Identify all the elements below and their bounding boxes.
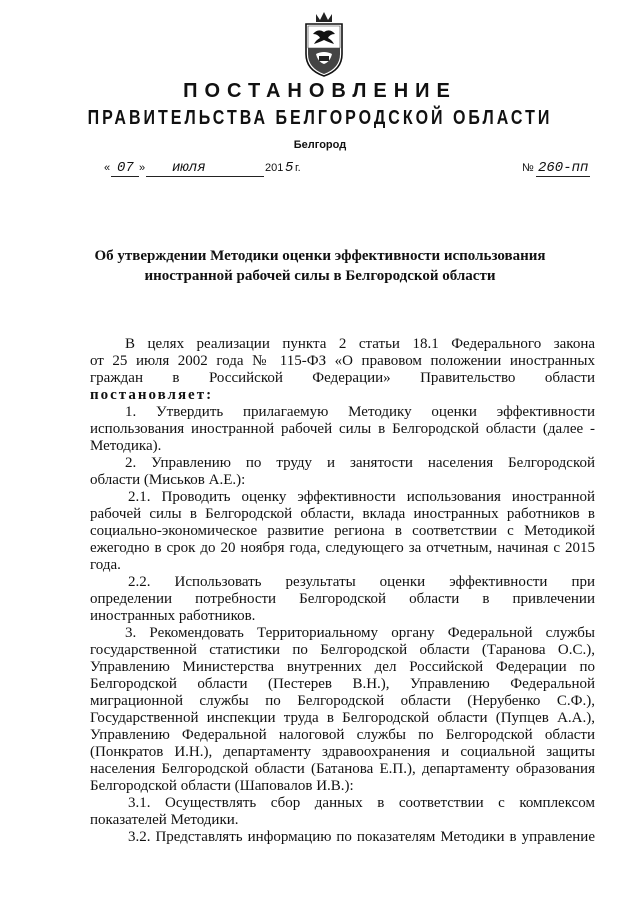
- document-title-line-2: иностранной рабочей силы в Белгородской области: [144, 268, 496, 284]
- text-line: Управлению Федеральной налоговой службы по Белгородской области: [90, 727, 595, 743]
- text-line: социально-экономическое развитие региона в соответствии с Методикой: [90, 523, 595, 539]
- year-digit: 5: [285, 160, 294, 176]
- text-line: 3.1. Осуществлять сбор данных в соответствии с комплексом: [128, 795, 595, 811]
- text-line: иностранных работников.: [90, 608, 256, 624]
- item-3-1-paragraph: [90, 795, 595, 829]
- text-line: 3. Рекомендовать Территориальному органу Федеральной службы: [125, 625, 595, 641]
- issuer-heading: ПРАВИТЕЛЬСТВА БЕЛГОРОДСКОЙ ОБЛАСТИ: [87, 107, 553, 129]
- text-line: Управлению Министерства внутренних дел Российской Федерации по: [90, 659, 595, 675]
- text-line: Государственной инспекции труда в Белгородской области (Пупцев А.А.),: [90, 710, 595, 726]
- coat-of-arms-icon: [300, 10, 348, 78]
- date-day: 07: [117, 160, 134, 176]
- text-line: 3.2. Представлять информацию по показателям Методики в управление: [128, 829, 595, 845]
- text-line: ежегодно в срок до 20 ноября года, следующего за отчетным, начиная с 2015: [90, 540, 595, 556]
- text-line: показателей Методики.: [90, 812, 239, 828]
- text-line: 2.2. Использовать результаты оценки эффективности при: [128, 574, 595, 590]
- text-line: Белгородской области (Шаповалов И.В.):: [90, 778, 354, 794]
- item-3-2-paragraph: [90, 829, 595, 846]
- text-line: определении потребности Белгородской области в привлечении: [90, 591, 595, 607]
- item-3-paragraph: [90, 625, 595, 795]
- year-suffix: г.: [295, 162, 301, 174]
- day-underline: [111, 176, 139, 177]
- item-1-paragraph: [90, 404, 595, 455]
- preamble-paragraph: [90, 336, 595, 404]
- text-line: рабочей силы в Белгородской области, вклада иностранных работников в: [90, 506, 595, 522]
- text-line: года.: [90, 557, 121, 573]
- text-line: В целях реализации пункта 2 статьи 18.1 Федерального закона: [125, 336, 595, 352]
- text-line: граждан в Российской Федерации» Правительство области: [90, 370, 595, 386]
- city-label: Белгород: [293, 139, 347, 151]
- number-label: №: [522, 162, 534, 174]
- text-line: от 25 июля 2002 года № 115-ФЗ «О правовом положении иностранных: [90, 353, 595, 369]
- text-line: 2. Управлению по труду и занятости населения Белгородской: [125, 455, 595, 471]
- text-line: миграционной службы по Белгородской области (Нерубенко С.Ф.),: [90, 693, 595, 709]
- text-line: 2.1. Проводить оценку эффективности использования иностранной: [128, 489, 595, 505]
- text-line: 1. Утвердить прилагаемую Методику оценки эффективности: [125, 404, 595, 420]
- item-2-1-paragraph: [90, 489, 595, 574]
- item-2-2-paragraph: [90, 574, 595, 625]
- decree-number: 260-пп: [538, 160, 589, 176]
- quote-close: »: [139, 162, 146, 174]
- number-underline: [536, 176, 590, 177]
- text-line: использования иностранной рабочей силы в Белгородской области (далее -: [90, 421, 595, 437]
- text-line: государственной статистики по Белгородской области (Таранова О.С.),: [90, 642, 595, 658]
- item-2-paragraph: [90, 455, 595, 489]
- date-month: июля: [172, 160, 206, 176]
- document-type-heading: ПОСТАНОВЛЕНИЕ: [183, 80, 457, 102]
- text-line: (Понкратов И.Н.), департаменту здравоохранения и социальной защиты: [90, 744, 595, 760]
- text-line: области (Миськов А.Е.):: [90, 472, 246, 488]
- document-title: [90, 246, 550, 286]
- year-prefix: 201: [265, 162, 284, 174]
- decree-word: постановляет:: [90, 387, 214, 403]
- month-underline: [146, 176, 264, 177]
- text-line: населения Белгородской области (Батанова Е.П.), департаменту образования: [90, 761, 595, 777]
- text-line: Белгородской области (Пестерев В.Н.), Управлению Федеральной: [90, 676, 595, 692]
- text-line: Методика).: [90, 438, 162, 454]
- quote-open: «: [104, 162, 111, 174]
- date-number-line: [0, 160, 640, 182]
- document-title-line-1: Об утверждении Методики оценки эффективности использования: [94, 248, 546, 264]
